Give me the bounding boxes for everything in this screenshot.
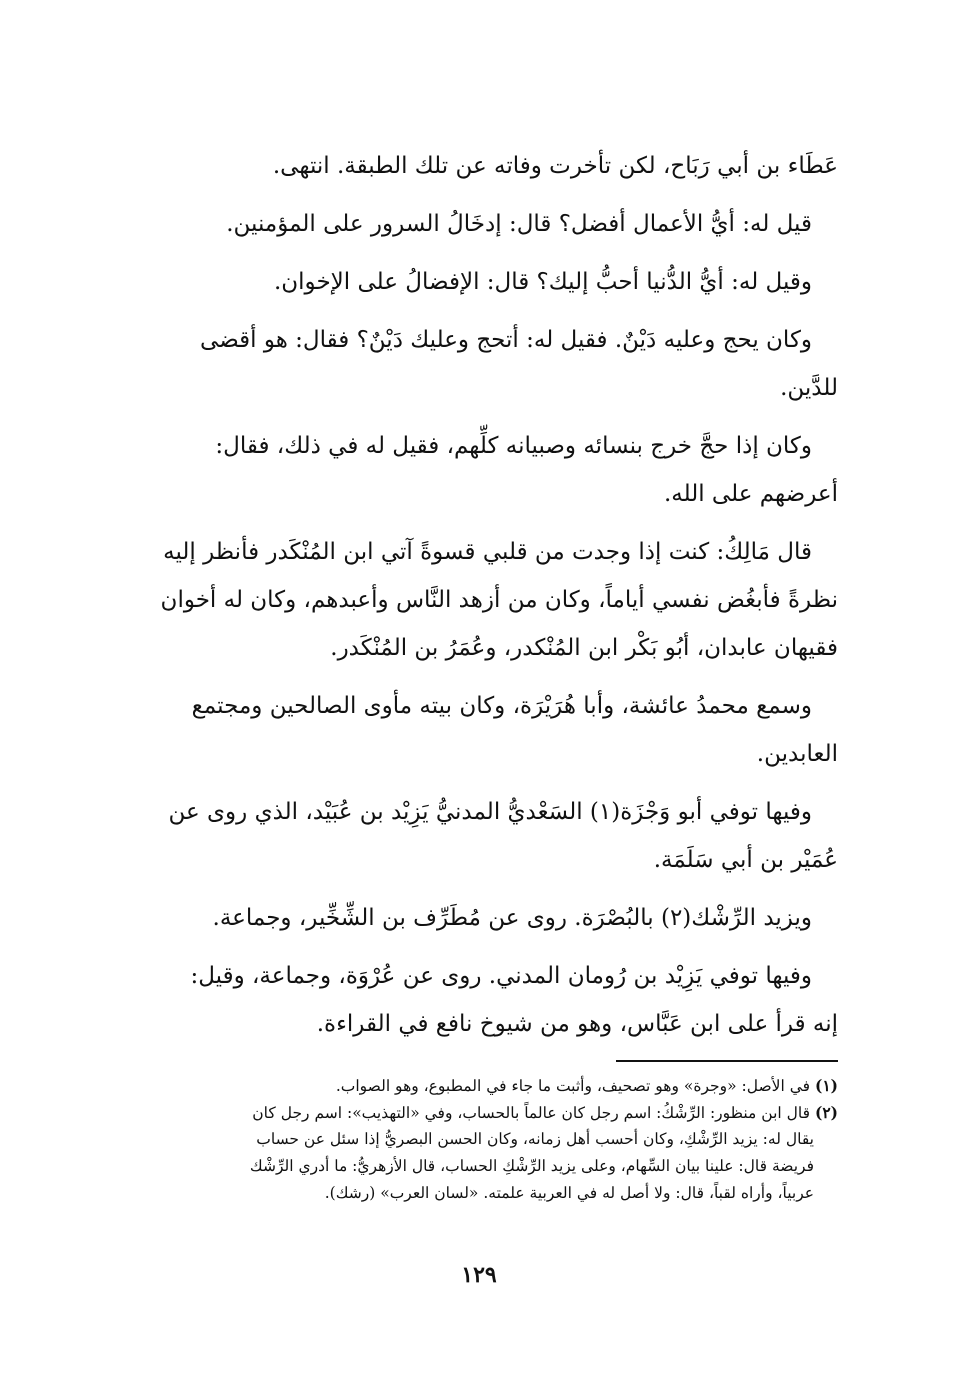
text-line: ويزيد الرِّشْك(٢) بالبُصْرَة. روى عن مُطَرِّف بن الشِّخِّير، وجماعة. [212, 905, 812, 931]
text-line: إنه قرأ على ابن عَبَّاس، وهو من شيوخ نافع في القراءة. [316, 1011, 838, 1037]
text-line: أعرضهم على الله. [663, 481, 838, 507]
text-line: قال مَالِكُ: كنت إذا وجدت من قلبي قسوةً آتي ابن المُنْكَدر فأنظر إليه [163, 539, 812, 565]
footnote-line: يقال له: يزيد الرِّشْكِ، وكان أحسب أهل زمانه، وكان الحسن البصريُّ إذا سئل عن حساب [256, 1130, 814, 1148]
footnote-line: عربياً، وأراه لقباً، قال: ولا أصل له في العربية علمته. «لسان العرب» (رشك). [324, 1184, 814, 1202]
footnote-text: قال ابن منظور: الرِّشْكُ: اسم رجل كان عالماً بالحساب، وفي «التهذيب»: اسم رجل كان [252, 1104, 811, 1122]
text-line: عُمَيْر بن أبي سَلَمَة. [653, 847, 838, 873]
paragraph-3 [118, 258, 838, 306]
text-line: وكان يحج وعليه دَيْنٌ. فقيل له: أتحج وعليك دَيْنٌ؟ فقال: هو أقضى [200, 327, 812, 353]
footnote-line [118, 1099, 838, 1126]
text-line: عَطَاء بن أبي رَبَاح، لكن تأخرت وفاته عن تلك الطبقة. انتهى. [272, 153, 838, 179]
footnotes [118, 1072, 838, 1207]
paragraph-5 [118, 422, 838, 518]
text-line: فقيهان عابدان، أبُو بَكْر ابن المُنْكدر، وعُمَرُ بن المُنْكَدر. [330, 635, 838, 661]
footnote-number: (١) [814, 1076, 838, 1095]
footnote-line: فريضة قال: علينا بيان السِّهام، وعلى يزيد الرِّشْكِ الحساب، قال الأزهريُّ: ما أدري الرِّشْك [249, 1157, 814, 1175]
paragraph-1 [118, 142, 838, 190]
main-text [118, 142, 838, 1048]
text-line: نظرةً فأبغُض نفسي أياماً، وكان من أزهد النَّاس وأعبدهم، وكان له أخوان [160, 587, 838, 613]
text-line: وفيها توفي أبو وَجْزَة(١) السَعْديُّ المدنيُّ يَزِيْد بن عُبَيْد، الذي روى عن [168, 799, 812, 825]
footnote-text: في الأصل: «وجرة» وهو تصحيف، وأثبت ما جاء في المطبوع، وهو الصواب. [335, 1077, 811, 1095]
paragraph-8 [118, 788, 838, 884]
footnote-line [118, 1072, 838, 1099]
footnote-number: (٢) [814, 1103, 838, 1122]
text-line: قيل له: أيُّ الأعمال أفضل؟ قال: إدخَالُ السرور على المؤمنين. [226, 211, 812, 237]
paragraph-9 [118, 894, 838, 942]
footnote-1 [118, 1072, 838, 1099]
text-line: للدَّين. [780, 375, 838, 401]
text-line: وكان إذا حجَّ خرج بنسائه وصبيانه كلِّهم، فقيل له في ذلك، فقال: [215, 433, 812, 459]
text-line: وقيل له: أيُّ الدُّنيا أحبُّ إليك؟ قال: الإفضالُ على الإخوان. [273, 269, 812, 295]
footnote-2 [118, 1099, 838, 1207]
footnote-divider [616, 1060, 838, 1062]
text-line: العابدين. [756, 741, 838, 767]
text-line: وفيها توفي يَزِيْد بن رُومان المدني. روى عن عُرْوَة، وجماعة، وقيل: [190, 963, 812, 989]
paragraph-10 [118, 952, 838, 1048]
page-number: ١٢٩ [461, 1262, 497, 1288]
paragraph-7 [118, 682, 838, 778]
text-line: وسمع محمدُ عائشة، وأبا هُرَيْرَة، وكان بيته مأوى الصالحين ومجتمع [191, 693, 812, 719]
paragraph-6 [118, 528, 838, 672]
paragraph-4 [118, 316, 838, 412]
paragraph-2 [118, 200, 838, 248]
